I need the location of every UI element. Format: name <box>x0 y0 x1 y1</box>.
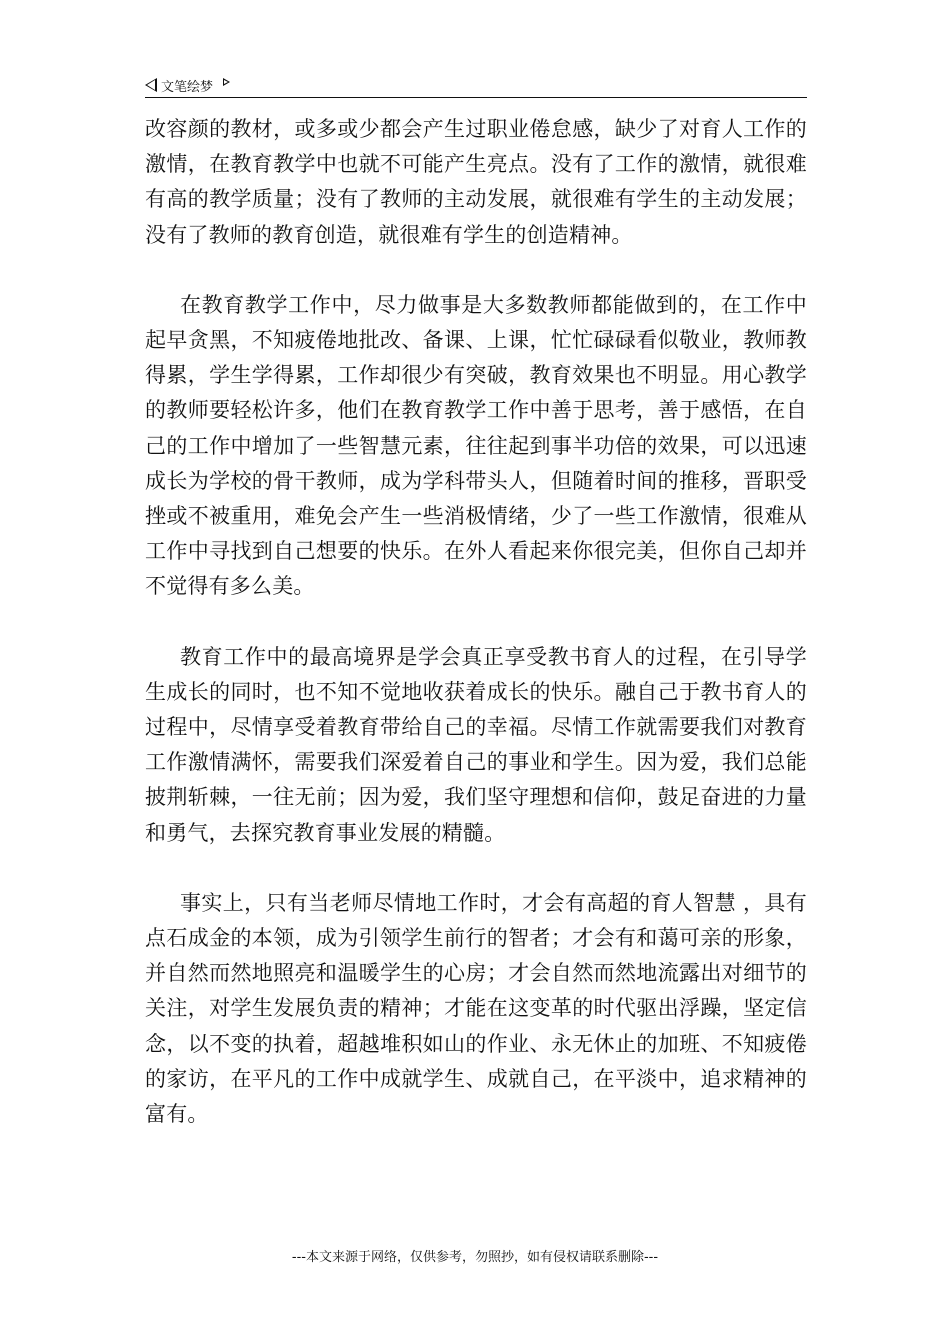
header-title: 文笔绘梦 <box>161 79 214 95</box>
triangle-left-icon <box>145 78 157 92</box>
paragraph-2: 在教育教学工作中，尽力做事是大多数教师都能做到的，在工作中起早贪黑，不知疲倦地批改、备课、上课，忙忙碌碌看似敬业，教师教得累，学生学得累，工作却很少有突破，教育效果也不明显。用心教学的教师要轻松许多，他们在教育教学工作中善于思考，善于感悟，在自己的工作中增加了一些智慧元素，往往起到事半功倍的效果，可以迅速成长为学校的骨干教师，成为学科带头人，但随着时间的推移，晋职受挫或不被重用，难免会产生一些消极情绪，少了一些工作激情，很难从工作中寻找到自己想要的快乐。在外人看起来你很完美，但你自己却并不觉得有多么美。 <box>145 292 807 599</box>
paragraph-4: 事实上，只有当老师尽情地工作时，才会有高超的育人智慧 ，具有点石成金的本领，成为引领学生前行的智者；才会有和蔼可亲的形象，并自然而然地照亮和温暖学生的心房；才会自然而然地流露出对细节的关注，对学生发展负责的精神；才能在这变革的时代驱出浮躁，坚定信念，以不变的执着，超越堆积如山的作业、永无休止的加班、不知疲倦的家访，在平凡的工作中成就学生、成就自己，在平淡中，追求精神的富有。 <box>145 890 807 1127</box>
header-divider <box>145 97 807 98</box>
footer-notice: ---本文来源于网络，仅供参考，勿照抄，如有侵权请联系删除--- <box>291 1250 659 1265</box>
page-header <box>145 73 807 97</box>
paragraph-1: 改容颜的教材，或多或少都会产生过职业倦怠感，缺少了对育人工作的激情，在教育教学中也就不可能产生亮点。没有了工作的激情，就很难有高的教学质量；没有了教师的主动发展，就很难有学生的主动发展；没有了教师的教育创造，就很难有学生的创造精神。 <box>145 117 807 247</box>
triangle-right-icon <box>223 78 230 86</box>
paragraph-3: 教育工作中的最高境界是学会真正享受教书育人的过程，在引导学生成长的同时，也不知不觉地收获着成长的快乐。融自己于教书育人的过程中，尽情享受着教育带给自己的幸福。尽情工作就需要我们对教育工作激情满怀，需要我们深爱着自己的事业和学生。因为爱，我们总能披荆斩棘，一往无前；因为爱，我们坚守理想和信仰，鼓足奋进的力量和勇气，去探究教育事业发展的精髓。 <box>145 644 807 845</box>
document-body <box>145 112 807 1132</box>
